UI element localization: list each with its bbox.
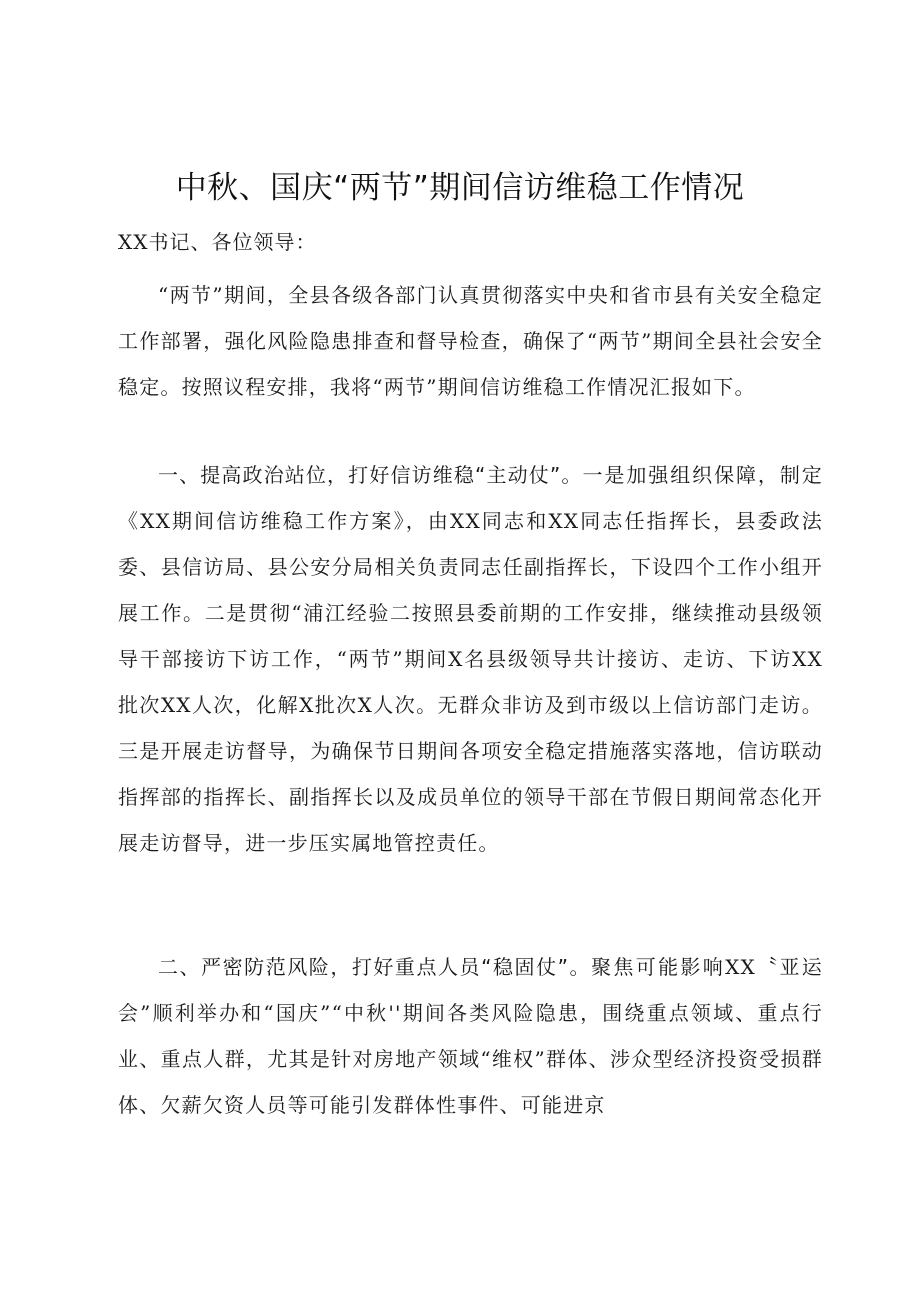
section-heading: 二、严密防范风险，打好重点人员“稳固仗”。 bbox=[158, 955, 592, 979]
paragraph-section-1 bbox=[118, 452, 823, 866]
paragraph-section-2 bbox=[118, 944, 823, 1128]
paragraph-intro bbox=[118, 272, 823, 410]
paragraph-text: 聚焦可能影响XX〝亚运会”顺利举办和“国庆”“中秋''期间各类风险隐患，围绕重点领域、重点行业、重点人群，尤其是针对房地产领域“维权”群体、涉众型经济投资受损群体、欠薪欠资人员等可能引发群体性事件、可能进京 bbox=[118, 955, 823, 1117]
paragraph-text: 一是加强组织保障，制定《XX期间信访维稳工作方案》，由XX同志和XX同志任指挥长，县委政法委、县信访局、县公安分局相关负责同志任副指挥长，下设四个工作小组开展工作。二是贯彻“浦江经验二按照县委前期的工作安排，继续推动县级领导干部接访下访工作，“两节”期间X名县级领导共计接访、走访、下访XX批次XX人次，化解X批次X人次。无群众非访及到市级以上信访部门走访。三是开展走访督导，为确保节日期间各项安全稳定措施落实落地，信访联动指挥部的指挥长、副指挥长以及成员单位的领导干部在节假日期间常态化开展走访督导，进一步压实属地管控责任。 bbox=[118, 463, 823, 855]
salutation: XX书记、各位领导： bbox=[118, 230, 317, 254]
section-heading: 一、提高政治站位，打好信访维稳“主动仗”。 bbox=[158, 463, 583, 487]
document-title: 中秋、国庆“两节”期间信访维稳工作情况 bbox=[175, 170, 745, 206]
paragraph-text: “两节”期间，全县各级各部门认真贯彻落实中央和省市县有关安全稳定工作部署，强化风险隐患排查和督导检查，确保了“两节”期间全县社会安全稳定。按照议程安排，我将“两节”期间信访维稳工作情况汇报如下。 bbox=[118, 283, 823, 399]
